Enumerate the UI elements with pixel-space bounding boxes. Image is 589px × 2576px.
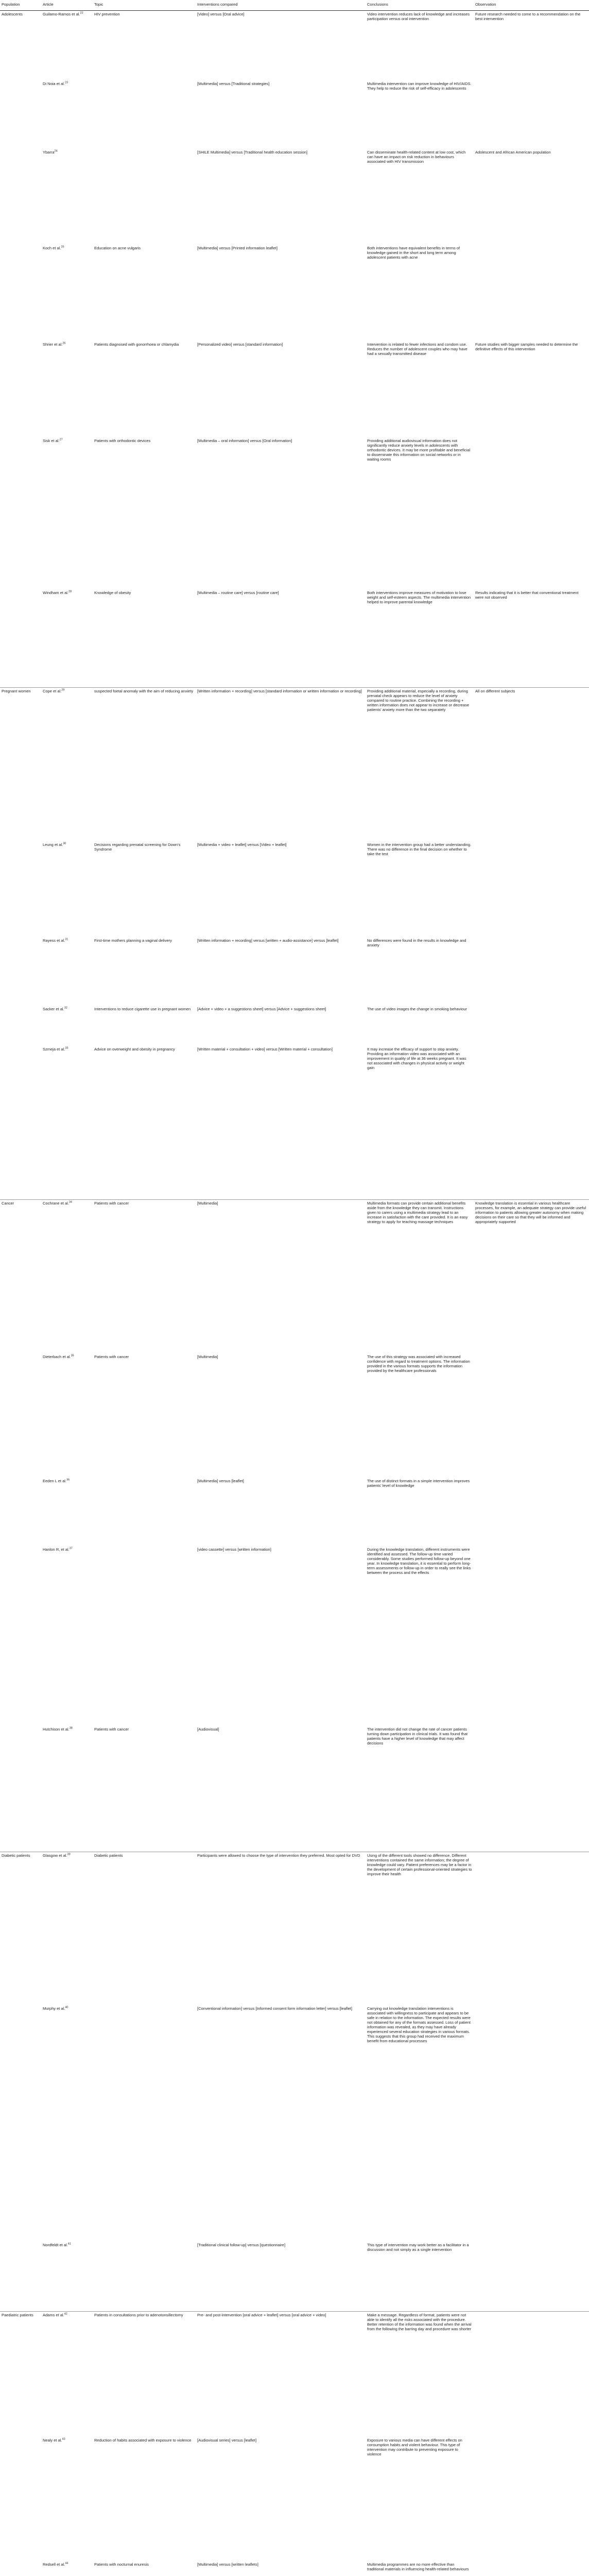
article-cell (41, 1046, 93, 1199)
conclusions-cell: Intervention is related to fewer infections and condom use. Reduces the number of adolescent couples who may have had a sexually transmitted disease (367, 342, 467, 357)
interventions-cell: [Multimedia] versus [written leaflets] (197, 2562, 258, 2567)
article-name: Hanlon R, et al. (43, 1547, 70, 1552)
reference-number: 26 (62, 342, 66, 345)
topic-cell: Patients diagnosed with gonorrhoea or chlamydia (94, 342, 179, 347)
observation-cell: Adolescent and African American population (475, 149, 551, 155)
reference-number: 30 (63, 842, 66, 845)
interventions-cell: [Multimedia] versus [leaflet] (197, 1478, 244, 1483)
topic-cell (93, 80, 196, 149)
topic-cell (93, 2242, 196, 2312)
article-cell (41, 1353, 93, 1478)
topic-cell: suspected foetal anomaly with the aim of reducing anxiety (93, 687, 196, 841)
topic-cell: First-time mothers planning a vaginal delivery (94, 938, 172, 943)
conclusions-cell: Women in the intervention group had a better understanding. There was no difference in the final decision on whether to take the test (367, 842, 472, 856)
reference-number: 38 (69, 1726, 73, 1730)
table-row (0, 2005, 589, 2241)
interventions-cell: [Written material + consultation + video] versus [Written material + consultation] (197, 1047, 333, 1052)
article-cell (41, 2311, 93, 2437)
interventions-cell: [Multimedia – routine care] versus [routine care] (197, 590, 279, 596)
conclusions-cell: Both interventions improve measures of motivation to lose weight and self-esteem aspects. The multimedia intervention helped to improve parental knowledge (367, 590, 471, 605)
article-name: Rayess et al. (43, 938, 65, 943)
conclusions-cell: Video intervention reduces lack of knowledge and increases participation versus oral intervention (367, 12, 470, 21)
observation-cell: Results indicating that it is better that conventional treatment were not observed (475, 590, 579, 600)
article-name: Cope et al. (43, 688, 62, 693)
topic-cell: Reduction of habits associated with exposure to violence (94, 2438, 192, 2443)
article-name: Ybarra (43, 149, 55, 155)
table-row (0, 245, 589, 341)
population-cell: Cancer (0, 1200, 41, 1852)
topic-cell: Education on acne vulgaris (94, 246, 141, 251)
interventions-cell: [Video] versus [Oral advice] (197, 12, 245, 16)
reference-number: 31 (65, 938, 68, 941)
reference-number: 29 (61, 688, 65, 692)
article-cell (41, 937, 93, 1006)
article-cell (41, 1546, 93, 1726)
interventions-cell: [Multimedia] (197, 1354, 218, 1359)
table-header (0, 0, 589, 11)
conclusions-cell: Both interventions have equivalent benefits in terms of knowledge gained in the short and long term among adolescent patients with acne (367, 246, 460, 260)
interventions-cell: [Personalized video] versus [standard information] (197, 342, 283, 347)
header-observation: Observation (475, 2, 496, 7)
reference-number: 32 (64, 1006, 67, 1010)
article-name: Adams et al. (43, 2312, 64, 2317)
article-name: Dieterbach et al. (43, 1354, 71, 1359)
article-name: Di Noia et al. (43, 81, 65, 87)
conclusions-cell: Make a message. Regardless of format, patients were not able to identify all the risks associated with the procedure. Better retention of the information was found when the arrival from the following the barring day and procedure was shorter (366, 2311, 474, 2437)
article-cell (41, 1200, 93, 1353)
observation-cell (474, 2005, 589, 2241)
header-topic: Topic (94, 2, 103, 7)
article-name: Szmeja et al. (43, 1047, 65, 1052)
table-row (0, 841, 589, 938)
article-cell (41, 2242, 93, 2312)
interventions-cell: Pre- and post-intervention [oral advice + leaflet] versus [oral advice + video] (196, 2311, 366, 2437)
conclusions-cell: Multimedia intervention can improve knowledge of HIV/AIDS. They help to reduce the risk of self-efficacy in adolescents (367, 81, 472, 91)
article-cell (41, 841, 93, 938)
article-cell (41, 687, 93, 841)
reference-number: 37 (69, 1547, 73, 1550)
conclusions-cell: Using of the different tools showed no difference. Different interventions contained the same information; the degree of knowledge could vary. Patient preferences may be a factor in the development of certain professional-oriented strategies to improve their health (366, 1852, 474, 2005)
header-article: Article (43, 2, 54, 7)
table-row (0, 149, 589, 245)
reference-number: 43 (62, 2437, 65, 2441)
reference-number: 22 (80, 11, 83, 15)
observation-cell (474, 437, 589, 589)
article-cell (41, 2005, 93, 2241)
interventions-cell: [Multimedia – oral information] versus [Oral information] (197, 438, 292, 444)
article-name: Cochrane et al. (43, 1201, 69, 1206)
header-interventions: Interventions compared (197, 2, 238, 7)
topic-cell: Patients with orthodontic devices (94, 438, 151, 444)
article-cell (41, 80, 93, 149)
table-row (0, 1006, 589, 1046)
table-row (0, 1546, 589, 1726)
topic-cell: Advice on overweight and obesity in pregnancy (94, 1047, 175, 1052)
reference-number: 24 (54, 149, 58, 153)
reference-number: 42 (64, 2312, 67, 2316)
reference-number: 41 (67, 2242, 71, 2245)
observation-cell: All on different subjects (474, 687, 589, 841)
reference-number: 28 (68, 590, 72, 594)
interventions-cell: [Multimedia + video + leaflet] versus [Video + leaflet] (197, 842, 287, 847)
header-population: Population (2, 2, 20, 7)
topic-cell (93, 1546, 196, 1726)
table-row (0, 2437, 589, 2561)
table-row (0, 2242, 589, 2312)
table-row (0, 11, 589, 81)
observation-cell: Future studies with bigger samples needed to determine the definitive effects of this intervention (475, 342, 578, 352)
topic-cell: Patients with nocturnal enuresis (94, 2562, 149, 2567)
observation-cell (474, 1852, 589, 2005)
table-row (0, 2561, 589, 2576)
conclusions-cell: The intervention did not change the rate of cancer patients turning down participation in clinical trials. It was found that patients have a higher level of knowledge that may affect decisions (367, 1727, 468, 1746)
interventions-cell: [SHILE Multimedia] versus [Traditional health education session] (197, 149, 307, 155)
conclusions-cell: No differences were found in the results in knowledge and anxiety (367, 938, 466, 948)
table-row (0, 1353, 589, 1478)
article-name: Windham et al. (43, 590, 69, 596)
article-cell (41, 341, 93, 437)
table-row (0, 589, 589, 687)
topic-cell (93, 2005, 196, 2241)
topic-cell: Knowledge of obesity (94, 590, 131, 596)
conclusions-cell: The use of this strategy was associated with increased confidence with regard to treatment options. The information provided in the various formats supports the information provided by the healthcare professionals (367, 1354, 470, 1373)
article-name: Eeden L et al. (43, 1478, 67, 1483)
topic-cell: Diabetic patients (93, 1852, 196, 2005)
interventions-cell: [Multimedia] versus [Printed information leaflet] (197, 246, 278, 251)
reference-number: 25 (61, 245, 64, 249)
topic-cell: Patients with cancer (94, 1727, 129, 1732)
reference-number: 36 (66, 1478, 70, 1482)
observation-cell (474, 1478, 589, 1546)
topic-cell: Decisions regarding prenatal screening for Down's Syndrome (94, 842, 181, 852)
conclusions-cell: Carrying out knowledge translation interventions is associated with willingness to participate and appears to be safe in relation to the information. The expected results were not obtained for any of the formats assessed. Loss of patient information was revealed, as they may have already experienced several education strategies in various formats. This suggests that this group had received the maximum benefit from educational processes (367, 2006, 471, 2044)
table-row (0, 341, 589, 437)
observation-cell (474, 245, 589, 341)
interventions-cell: [Audiovisual] (197, 1727, 219, 1732)
article-name: Nordfeldt et al. (43, 2242, 68, 2247)
observation-cell (474, 1726, 589, 1852)
table-row (0, 1046, 589, 1199)
table-row (0, 1852, 589, 2005)
table-row (0, 80, 589, 149)
population-cell: Pregnant women (0, 687, 41, 1199)
reference-number: 34 (68, 1200, 72, 1204)
population-cell: Diabetic patients (0, 1852, 41, 2311)
conclusions-cell: Providing additional audiovisual information does not significantly reduce anxiety levels in adolescents with orthodontic devices. It may be more profitable and beneficial to disseminate this information on social networks or in waiting rooms (367, 438, 471, 462)
population-cell: Adolescents (2, 12, 23, 16)
article-name: Glasgow et al. (43, 1853, 67, 1858)
interventions-cell: [Multimedia] versus [Traditional strategies] (197, 81, 270, 87)
table-row (0, 437, 589, 589)
reference-number: 44 (65, 2562, 68, 2565)
observation-cell (474, 2242, 589, 2312)
article-cell (41, 1006, 93, 1046)
conclusions-cell: Multimedia programmes are no more effective than traditional materials in influencing health-related behaviours (367, 2562, 469, 2572)
conclusions-cell: It may increase the efficacy of support to stop anxiety. Providing an information video was associated with an improvement in quality of life at 36 weeks pregnant. It was not associated with changes in physical activity or weight gain (367, 1047, 466, 1071)
table-row (0, 1200, 589, 1353)
article-name: Koch et al. (43, 246, 61, 251)
observation-cell (474, 1006, 589, 1046)
reference-number: 40 (65, 2006, 68, 2009)
observation-cell (474, 2561, 589, 2576)
conclusions-cell: Multimedia formats can provide certain additional benefits aside from the knowledge they can transmit. Instructions given to carers using a multimedia strategy lead to an increase in satisfaction with the care provided. It is an easy strategy to apply for teaching massage techniques (366, 1200, 474, 1353)
article-name: Nealy et al. (43, 2438, 62, 2443)
article-cell (41, 589, 93, 687)
topic-cell: HIV prevention (94, 12, 120, 16)
reference-number: 33 (65, 1046, 68, 1050)
header-row (0, 0, 589, 11)
article-name: Redsell et al. (43, 2562, 65, 2567)
table-row (0, 687, 589, 841)
topic-cell: Patients in consultations prior to adenotonsillectomy (93, 2311, 196, 2437)
reference-number: 27 (59, 438, 63, 442)
topic-cell: Patients with cancer (94, 1354, 129, 1359)
conclusions-cell: The use of distinct formats in a simple intervention improves patients' level of knowledge (367, 1478, 470, 1488)
article-name: Guilamo-Ramos et al. (43, 12, 80, 16)
article-name: Shrier et al. (43, 342, 63, 347)
topic-cell (93, 1478, 196, 1546)
observation-cell (474, 2437, 589, 2561)
article-cell (41, 1852, 93, 2005)
article-cell (41, 245, 93, 341)
table-row (0, 1478, 589, 1546)
interventions-cell: [Audiovisual series] versus [leaflet] (197, 2438, 257, 2443)
population-cell: Paediatric patients (0, 2311, 41, 2576)
article-cell (41, 2561, 93, 2576)
article-name: Hutchison et al. (43, 1727, 70, 1732)
article-cell (41, 437, 93, 589)
reference-number: 23 (64, 81, 68, 84)
interventions-cell: [Advice + video + a suggestions sheet] versus [Advice + suggestions sheet] (197, 1006, 326, 1011)
article-cell (41, 11, 93, 81)
observation-cell (474, 1353, 589, 1478)
table-body (0, 11, 589, 2576)
article-cell (41, 1478, 93, 1546)
table-row (0, 1726, 589, 1852)
topic-cell (93, 149, 196, 245)
article-cell (41, 1726, 93, 1852)
conclusions-cell: The use of video images the change in smoking behaviour (367, 1006, 467, 1011)
observation-cell (474, 1046, 589, 1199)
interventions-cell: [Conventional information] versus [Informed consent form information letter] versus [leaflet] (197, 2006, 352, 2011)
topic-cell: Interventions to reduce cigarette use in pregnant women (94, 1006, 191, 1011)
conclusions-cell: Can disseminate health-related content at low cost, which can have an impact on risk reduction in behaviours associated with HIV transmission (367, 149, 466, 164)
conclusions-cell: Exposure to various media can have different effects on consumption habits and violent behaviour. This type of intervention may contribute to preventing exposure to violence (367, 2438, 462, 2457)
table-row (0, 937, 589, 1006)
interventions-cell: [Traditional clinical follow-up] versus [questionnaire] (197, 2242, 286, 2247)
interventions-cell: Participants were allowed to choose the type of intervention they preferred. Most opted for DVD (196, 1852, 366, 2005)
observation-cell (474, 2311, 589, 2437)
observation-cell (474, 80, 589, 149)
article-name: Leung et al. (43, 842, 63, 847)
interventions-cell: [video cassette] versus [written information] (197, 1547, 271, 1552)
conclusions-cell: During the knowledge translation, different instruments were identified and assessed. The follow-up time varied considerably. Some studies performed follow-up beyond one year. In knowledge translation, it is essential to perform long-term assessments or follow-up in order to really see the links between the process and the effects (367, 1547, 471, 1575)
interventions-cell: [Written information + recording] versus [standard information or written information or recording] (196, 687, 366, 841)
article-cell (41, 149, 93, 245)
topic-cell: Patients with cancer (93, 1200, 196, 1353)
article-name: Sisk et al. (43, 438, 60, 444)
observation-cell: Knowledge translation is essential in various healthcare processes, for example, an adequate strategy can provide useful information to patients allowing greater autonomy when making decisions on their care so that they will be informed and appropriately supported (474, 1200, 589, 1353)
header-conclusions: Conclusions (367, 2, 388, 7)
observation-cell: Future research needed to come to a recommendation on the best intervention (475, 12, 581, 21)
reference-number: 35 (71, 1354, 74, 1358)
table-row (0, 2311, 589, 2437)
article-cell (41, 2437, 93, 2561)
conclusions-cell: This type of intervention may work better as a facilitator in a discussion and not simply as a single intervention (367, 2242, 469, 2252)
observation-cell (474, 841, 589, 938)
article-name: Sacker et al. (43, 1006, 64, 1011)
conclusions-cell: Providing additional material, especially a recording, during prenatal check appears to reduce the level of anxiety compared to routine practice. Combining the recording + written information does not appear to increase or decrease patients' anxiety more than the two separately (366, 687, 474, 841)
observation-cell (474, 1546, 589, 1726)
observation-cell (474, 937, 589, 1006)
article-name: Murphy et al. (43, 2006, 65, 2011)
interventions-cell: [Multimedia] (196, 1200, 366, 1353)
interventions-cell: [Written information + recording] versus [written + audio-assistance] versus [leaflet] (197, 938, 339, 943)
reference-number: 39 (67, 1853, 71, 1856)
